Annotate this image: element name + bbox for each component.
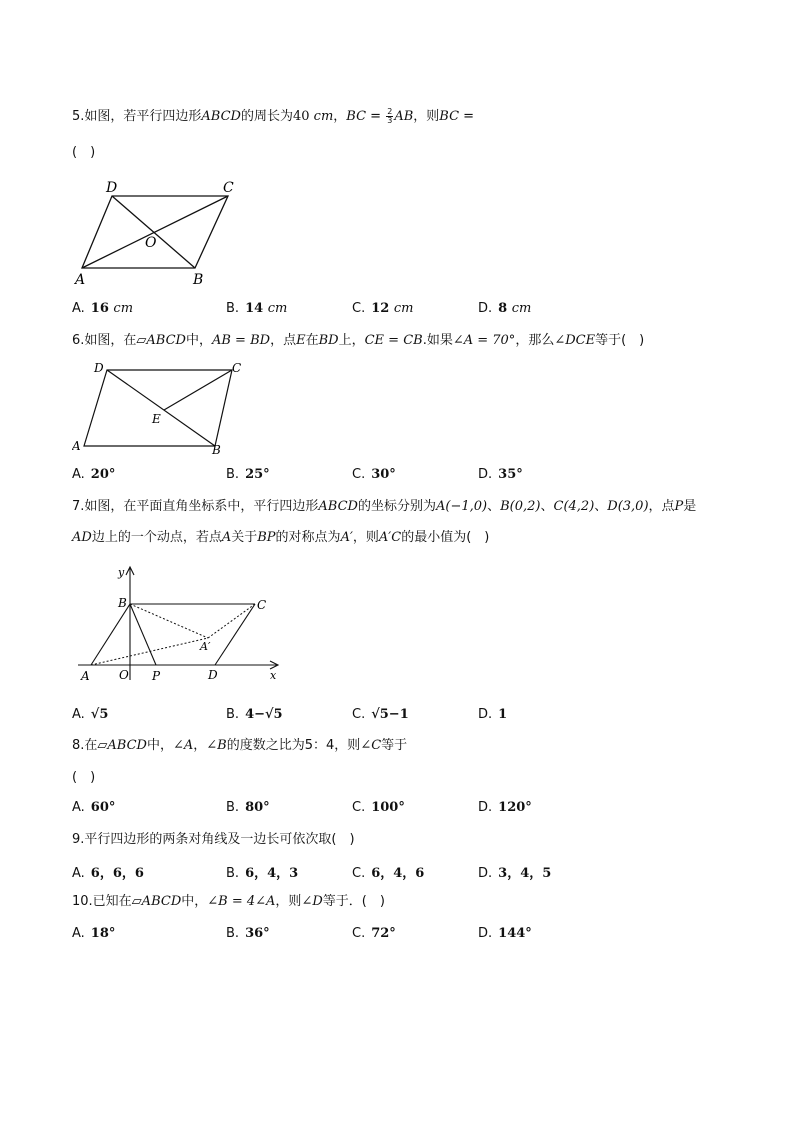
q6-label-b: B — [212, 443, 221, 457]
q5-answer-paren: ( ) — [72, 145, 96, 160]
q10-option-d[interactable]: D. 144° — [478, 926, 532, 941]
q7-label-b: B — [118, 596, 127, 610]
q5-option-b[interactable]: B. 14 cm — [226, 301, 288, 316]
q7-stem-line2: AD边上的一个动点，若点A关于BP的对称点为A′，则A′C的最小值为( ) — [72, 530, 490, 545]
q7-label-y: y — [118, 566, 125, 579]
q6-stem: 6.如图，在▱ABCD中，AB = BD，点E在BD上，CE = CB.如果∠A = 70°，那么∠DCE等于( ) — [72, 333, 645, 348]
q5-label-a: A — [75, 272, 86, 288]
q9-options — [72, 862, 712, 880]
q10-option-a[interactable]: A. 18° — [72, 926, 116, 941]
q10-option-b[interactable]: B. 36° — [226, 926, 270, 941]
q7-label-p: P — [152, 669, 161, 683]
q7-option-a[interactable]: A. √5 — [72, 707, 109, 722]
q9-option-b[interactable]: B. 6，4，3 — [226, 866, 299, 881]
q10-option-c[interactable]: C. 72° — [352, 926, 396, 941]
q10-options — [72, 926, 712, 944]
q6-option-d[interactable]: D. 35° — [478, 467, 523, 482]
q5-option-d[interactable]: D. 8 cm — [478, 301, 532, 316]
q5-option-c[interactable]: C. 12 cm — [352, 301, 414, 316]
q8-options — [72, 800, 712, 818]
q9-option-a[interactable]: A. 6，6，6 — [72, 866, 144, 881]
q7-label-a-prime: A′ — [200, 640, 211, 653]
q6-label-a: A — [72, 439, 81, 453]
q9-option-c[interactable]: C. 6，4，6 — [352, 866, 425, 881]
q5-label-c: C — [223, 180, 234, 196]
q7-label-x: x — [270, 669, 277, 682]
q7-label-o: O — [119, 668, 129, 682]
q7-option-b[interactable]: B. 4−√5 — [226, 707, 283, 722]
q10-stem: 10.已知在▱ABCD中，∠B = 4∠A，则∠D等于．( ) — [72, 894, 385, 909]
q6-option-c[interactable]: C. 30° — [352, 467, 396, 482]
q5-option-a[interactable]: A. 16 cm — [72, 301, 134, 316]
q7-label-d: D — [208, 668, 218, 682]
q5-label-d: D — [106, 180, 118, 196]
q8-option-b[interactable]: B. 80° — [226, 800, 270, 815]
q8-option-d[interactable]: D. 120° — [478, 800, 532, 815]
q7-label-a: A — [81, 669, 90, 683]
q7-figure — [72, 562, 292, 687]
q6-option-a[interactable]: A. 20° — [72, 467, 116, 482]
q6-label-c: C — [232, 361, 242, 375]
q5-figure — [72, 174, 252, 289]
q6-option-b[interactable]: B. 25° — [226, 467, 270, 482]
q6-figure — [72, 358, 252, 458]
q7-option-d[interactable]: D. 1 — [478, 707, 508, 722]
q6-label-d: D — [94, 361, 104, 375]
q7-option-c[interactable]: C. √5−1 — [352, 707, 409, 722]
q5-options — [72, 301, 712, 319]
q5-label-o: O — [145, 235, 157, 251]
q6-options — [72, 467, 712, 485]
q8-option-c[interactable]: C. 100° — [352, 800, 405, 815]
q8-stem: 8.在▱ABCD中，∠A，∠B的度数之比为5：4，则∠C等于 — [72, 738, 408, 753]
q9-option-d[interactable]: D. 3，4，5 — [478, 866, 552, 881]
q5-stem: 5.如图，若平行四边形ABCD的周长为40 cm，BC = $\frac{2}{3}$ AB，则BC = — [72, 107, 475, 125]
q7-options — [72, 707, 712, 725]
q7-label-c: C — [257, 598, 267, 612]
q5-fraction: $\frac{2}{3}$ — [387, 107, 393, 125]
q8-option-a[interactable]: A. 60° — [72, 800, 116, 815]
q9-stem: 9.平行四边形的两条对角线及一边长可依次取( ) — [72, 832, 355, 847]
q7-stem-line1: 7.如图，在平面直角坐标系中，平行四边形ABCD的坐标分别为A(−1,0)、B(0,2)、C(4,2)、D(3,0)，点P是 — [72, 499, 697, 514]
q8-answer-paren: ( ) — [72, 770, 96, 785]
q5-label-b: B — [193, 272, 204, 288]
q6-label-e: E — [152, 412, 161, 426]
